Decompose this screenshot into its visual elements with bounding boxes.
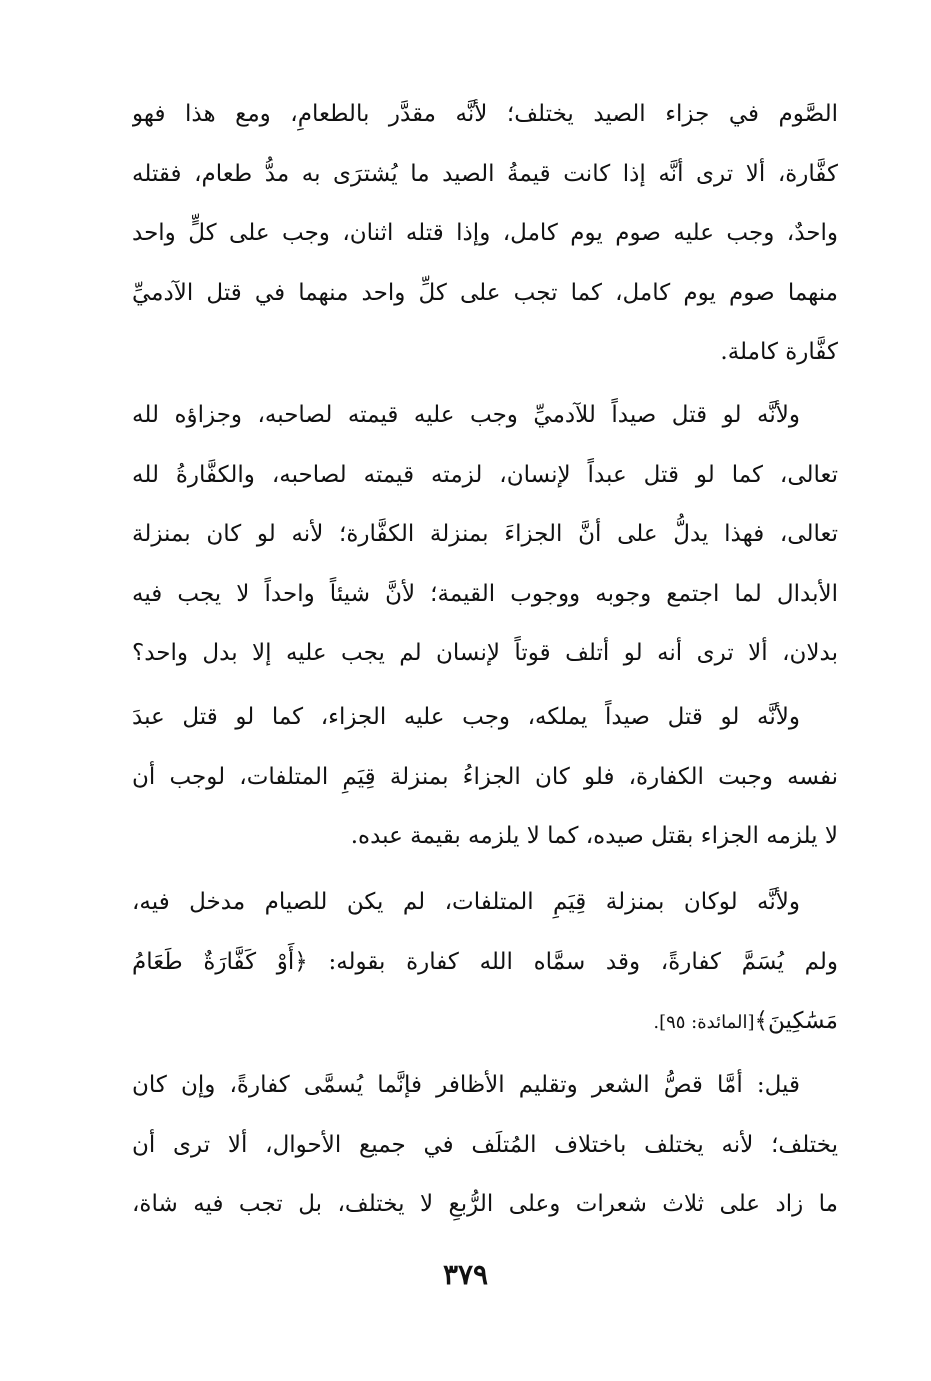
text-line: كفَّارة، ألا ترى أنَّه إذا كانت قيمةُ الصيد ما يُشترَى به مدُّ طعام، فقتله: [132, 160, 838, 187]
text-line: الأبدال لما اجتمع وجوبه ووجوب القيمة؛ لأنَّ شيئاً واحداً لا يجب فيه: [132, 580, 838, 607]
text-line: ما زاد على ثلاث شعرات وعلى الرُّبعِ لا يختلف، بل تجب فيه شاة،: [132, 1191, 838, 1217]
paragraph-2: [132, 386, 838, 684]
text-line: واحدٌ، وجب عليه صوم يوم كامل، وإذا قتله اثنان، وجب على كلٍّ واحد: [132, 220, 838, 246]
page-number: ٣٧٩: [442, 1258, 489, 1291]
quran-verse-fragment: مَسَٰكِينَ﴾: [754, 1008, 838, 1034]
text-line: [132, 992, 838, 1052]
verse-citation: [المائدة: ٩٥].: [653, 1012, 755, 1033]
text-line: ولأنَّه لوكان بمنزلة قِيَمِ المتلفات، لم يكن للصيام مدخل فيه،: [132, 889, 800, 915]
text-line: يختلف؛ لأنه يختلف باختلاف المُتلَف في جميع الأحوال، ألا ترى أن: [132, 1131, 838, 1158]
text-line: تعالى، فهذا يدلُّ على أنَّ الجزاءَ بمنزلة الكفَّارة؛ لأنه لو كان بمنزلة: [132, 521, 838, 547]
text-line: قيل: أمَّا قصُّ الشعر وتقليم الأظافر فإنَّما يُسمَّى كفارةً، وإن كان: [132, 1072, 800, 1098]
text-line: لا يلزمه الجزاء بقتل صيده، كما لا يلزمه بقيمة عبده.: [350, 823, 838, 849]
paragraph-5: [132, 1056, 838, 1235]
text-line: ولأنَّه لو قتل صيداً للآدميِّ وجب عليه قيمته لصاحبه، وجزاؤه لله: [132, 402, 800, 428]
text-line: ولم يُسَمَّ كفارةً، وقد سمَّاه الله كفارة بقوله: ﴿أَوْ كَفَّارَةٌ طَعَامُ: [132, 948, 838, 975]
text-line: كفَّارة كاملة.: [720, 339, 838, 365]
text-line: نفسه وجبت الكفارة، فلو كان الجزاءُ بمنزلة قِيَمِ المتلفات، لوجب أن: [132, 763, 838, 790]
text-line: تعالى، كما لو قتل عبداً لإنسان، لزمته قيمته لصاحبه، والكفَّارةُ لله: [132, 461, 838, 488]
paragraph-1: [132, 85, 838, 383]
text-line: ولأنَّه لو قتل صيداً يملكه، وجب عليه الجزاء، كما لو قتل عبدَ: [132, 704, 800, 730]
text-line: بدلان، ألا ترى أنه لو أتلف قوتاً لإنسان لم يجب عليه إلا بدل واحد؟: [132, 640, 838, 666]
text-line: منهما صوم يوم كامل، كما تجب على كلِّ واحد منهما في قتل الآدميِّ: [132, 279, 838, 306]
paragraph-3: [132, 688, 838, 867]
text-line: الصَّوم في جزاء الصيد يختلف؛ لأنَّه مقدَّر بالطعامِ، ومع هذا فهو: [132, 101, 838, 127]
paragraph-4: [132, 873, 838, 1052]
